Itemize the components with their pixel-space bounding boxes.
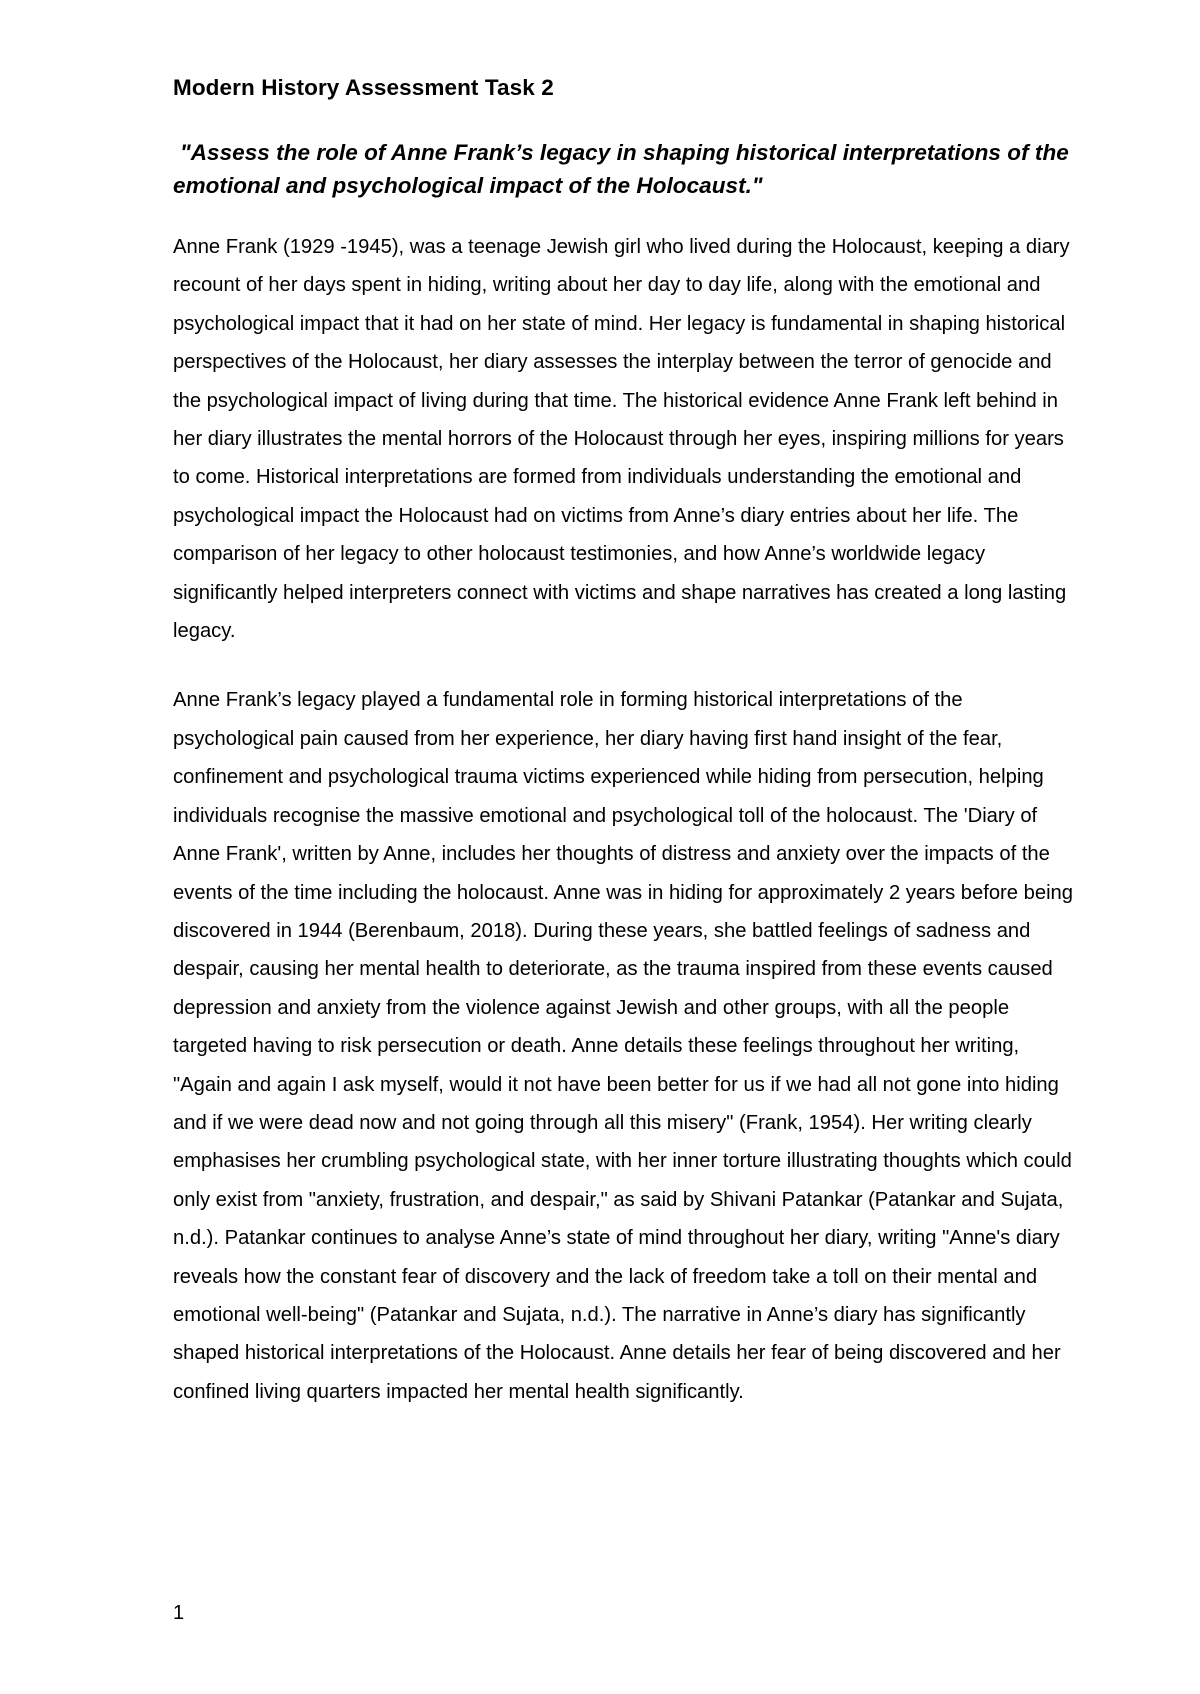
document-body [173, 70, 1073, 1411]
essay-question [173, 136, 1073, 202]
paragraph-body: Anne Frank’s legacy played a fundamental role in forming historical interpretations of the psychological pain caused from her experience, her diary having first hand insight of the fear, confinement and psychological trauma victims experienced while hiding from persecution, helping individuals recognise the massive emotional and psychological toll of the holocaust. The 'Diary of Anne Frank', written by Anne, includes her thoughts of distress and anxiety over the impacts of the events of the time including the holocaust. Anne was in hiding for approximately 2 years before being discovered in 1944 (Berenbaum, 2018). During these years, she battled feelings of sadness and despair, causing her mental health to deteriorate, as the trauma inspired from these events caused depression and anxiety from the violence against Jewish and other groups, with all the people targeted having to risk persecution or death. Anne details these feelings throughout her writing, "Again and again I ask myself, would it not have been better for us if we had all not gone into hiding and if we were dead now and not going through all this misery" (Frank, 1954). Her writing clearly emphasises her crumbling psychological state, with her inner torture illustrating thoughts which could only exist from "anxiety, frustration, and despair," as said by Shivani Patankar (Patankar and Sujata, n.d.). Patankar continues to analyse Anne’s state of mind throughout her diary, writing "Anne's diary reveals how the constant fear of discovery and the lack of freedom take a toll on their mental and emotional well-being" (Patankar and Sujata, n.d.). The narrative in Anne’s diary has significantly shaped historical interpretations of the Holocaust. Anne details her fear of being discovered and her confined living quarters impacted her mental health significantly. [173, 689, 1074, 1403]
essay-question-text: "Assess the role of Anne Frank’s legacy in shaping historical interpretations of the emotional and psychological impact of the Holocaust." [173, 140, 1069, 198]
paragraph-introduction: Anne Frank (1929 -1945), was a teenage Jewish girl who lived during the Holocaust, keeping a diary recount of her days spent in hiding, writing about her day to day life, along with the emotional and psychological impact that it had on her state of mind. Her legacy is fundamental in shaping historical perspectives of the Holocaust, her diary assesses the interplay between the terror of genocide and the psychological impact of living during that time. The historical evidence Anne Frank left behind in her diary illustrates the mental horrors of the Holocaust through her eyes, inspiring millions for years to come. Historical interpretations are formed from individuals understanding the emotional and psychological impact the Holocaust had on victims from Anne’s diary entries about her life. The comparison of her legacy to other holocaust testimonies, and how Anne’s worldwide legacy significantly helped interpreters connect with victims and shape narratives has created a long lasting legacy. [173, 236, 1070, 643]
page-number: 1 [173, 1602, 185, 1624]
document-title: Modern History Assessment Task 2 [173, 75, 554, 100]
